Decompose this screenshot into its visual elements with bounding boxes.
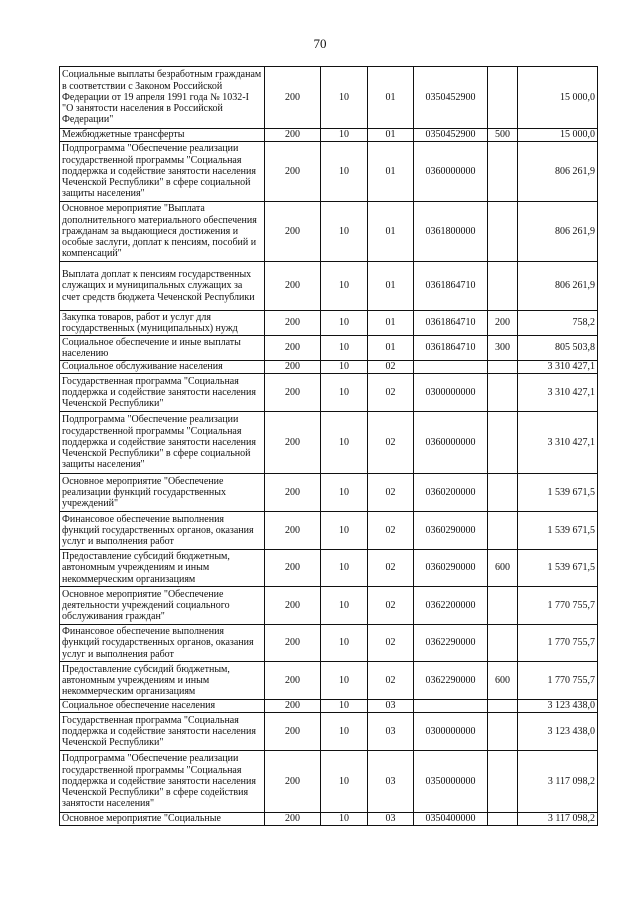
target-article-code (414, 361, 488, 374)
row-name: Предоставление субсидий бюджетным, автономным учреждениям и иным некоммерческим организациям (60, 662, 265, 700)
row-name: Подпрограмма "Обеспечение реализации государственной программы "Социальная поддержка и содействие занятости населения Чеченской Республики" в сфере социальной защиты населения" (60, 412, 265, 474)
table-row (60, 311, 598, 336)
table-row (60, 412, 598, 474)
expense-type-code: 200 (488, 311, 518, 336)
amount: 3 310 427,1 (518, 374, 598, 412)
section-code: 10 (321, 662, 368, 700)
target-article-code: 0350400000 (414, 813, 488, 826)
target-article-code: 0360000000 (414, 142, 488, 202)
row-name: Межбюджетные трансферты (60, 129, 265, 142)
target-article-code: 0362290000 (414, 625, 488, 662)
subsection-code: 02 (368, 361, 414, 374)
target-article-code: 0350452900 (414, 129, 488, 142)
expense-type-code (488, 262, 518, 311)
row-name: Основное мероприятие "Социальные (60, 813, 265, 826)
target-article-code: 0360200000 (414, 474, 488, 512)
table-row (60, 129, 598, 142)
section-code: 10 (321, 550, 368, 587)
section-code: 10 (321, 512, 368, 550)
subsection-code: 02 (368, 374, 414, 412)
amount: 1 770 755,7 (518, 662, 598, 700)
ministry-code: 200 (265, 374, 321, 412)
amount: 3 117 098,2 (518, 751, 598, 813)
table-row (60, 474, 598, 512)
table-row (60, 713, 598, 751)
subsection-code: 01 (368, 129, 414, 142)
section-code: 10 (321, 336, 368, 361)
expense-type-code: 300 (488, 336, 518, 361)
target-article-code: 0300000000 (414, 713, 488, 751)
table-row (60, 625, 598, 662)
section-code: 10 (321, 474, 368, 512)
ministry-code: 200 (265, 67, 321, 129)
ministry-code: 200 (265, 713, 321, 751)
ministry-code: 200 (265, 311, 321, 336)
amount: 1 770 755,7 (518, 587, 598, 625)
table-row (60, 813, 598, 826)
ministry-code: 200 (265, 129, 321, 142)
table-row (60, 512, 598, 550)
expense-type-code (488, 625, 518, 662)
row-name: Подпрограмма "Обеспечение реализации государственной программы "Социальная поддержка и содействие занятости населения Чеченской Республики" в сфере социальной защиты населения" (60, 142, 265, 202)
table-row (60, 202, 598, 262)
subsection-code: 02 (368, 474, 414, 512)
table-row (60, 700, 598, 713)
row-name: Социальное обеспечение и иные выплаты населению (60, 336, 265, 361)
row-name: Финансовое обеспечение выполнения функций государственных органов, оказания услуг и выполнения работ (60, 625, 265, 662)
subsection-code: 02 (368, 625, 414, 662)
subsection-code: 01 (368, 202, 414, 262)
expense-type-code (488, 361, 518, 374)
amount: 3 310 427,1 (518, 361, 598, 374)
table-row (60, 262, 598, 311)
target-article-code: 0361864710 (414, 336, 488, 361)
amount: 1 539 671,5 (518, 512, 598, 550)
subsection-code: 03 (368, 700, 414, 713)
row-name: Выплата доплат к пенсиям государственных служащих и муниципальных служащих за счет средств бюджета Чеченской Республики (60, 262, 265, 311)
row-name: Социальное обслуживание населения (60, 361, 265, 374)
expense-type-code (488, 202, 518, 262)
expense-type-code (488, 700, 518, 713)
section-code: 10 (321, 202, 368, 262)
section-code: 10 (321, 587, 368, 625)
ministry-code: 200 (265, 474, 321, 512)
amount: 15 000,0 (518, 129, 598, 142)
expense-type-code: 600 (488, 662, 518, 700)
amount: 3 117 098,2 (518, 813, 598, 826)
ministry-code: 200 (265, 587, 321, 625)
target-article-code: 0350452900 (414, 67, 488, 129)
expense-type-code (488, 374, 518, 412)
target-article-code: 0362290000 (414, 662, 488, 700)
table-row (60, 142, 598, 202)
expense-type-code (488, 67, 518, 129)
row-name: Государственная программа "Социальная поддержка и содействие занятости населения Чеченской Республики" (60, 374, 265, 412)
section-code: 10 (321, 374, 368, 412)
table-row (60, 336, 598, 361)
subsection-code: 01 (368, 262, 414, 311)
amount: 1 539 671,5 (518, 550, 598, 587)
row-name: Основное мероприятие "Выплата дополнительного материального обеспечения гражданам за выдающиеся достижения и особые заслуги, доплат к пенсиям, пособий и компенсаций" (60, 202, 265, 262)
target-article-code: 0360290000 (414, 550, 488, 587)
ministry-code: 200 (265, 662, 321, 700)
table-row (60, 751, 598, 813)
target-article-code: 0361800000 (414, 202, 488, 262)
section-code: 10 (321, 142, 368, 202)
target-article-code: 0362200000 (414, 587, 488, 625)
section-code: 10 (321, 700, 368, 713)
expense-type-code: 600 (488, 550, 518, 587)
amount: 3 123 438,0 (518, 700, 598, 713)
section-code: 10 (321, 813, 368, 826)
ministry-code: 200 (265, 262, 321, 311)
section-code: 10 (321, 412, 368, 474)
target-article-code (414, 700, 488, 713)
subsection-code: 02 (368, 412, 414, 474)
row-name: Подпрограмма "Обеспечение реализации государственной программы "Социальная поддержка и содействие занятости населения Чеченской Республики" в сфере содействия занятости населения" (60, 751, 265, 813)
subsection-code: 01 (368, 336, 414, 361)
section-code: 10 (321, 67, 368, 129)
target-article-code: 0361864710 (414, 262, 488, 311)
expense-type-code (488, 412, 518, 474)
expense-type-code (488, 751, 518, 813)
row-name: Социальное обеспечение населения (60, 700, 265, 713)
amount: 806 261,9 (518, 202, 598, 262)
subsection-code: 02 (368, 550, 414, 587)
row-name: Социальные выплаты безработным гражданам в соответствии с Законом Российской Федерации от 19 апреля 1991 года № 1032-I "О занятости населения в Российской Федерации" (60, 67, 265, 129)
ministry-code: 200 (265, 336, 321, 361)
subsection-code: 03 (368, 813, 414, 826)
row-name: Предоставление субсидий бюджетным, автономным учреждениям и иным некоммерческим организациям (60, 550, 265, 587)
table-row (60, 587, 598, 625)
section-code: 10 (321, 361, 368, 374)
table-row (60, 361, 598, 374)
section-code: 10 (321, 262, 368, 311)
amount: 805 503,8 (518, 336, 598, 361)
expense-type-code (488, 142, 518, 202)
ministry-code: 200 (265, 751, 321, 813)
ministry-code: 200 (265, 142, 321, 202)
ministry-code: 200 (265, 202, 321, 262)
expense-type-code (488, 587, 518, 625)
ministry-code: 200 (265, 813, 321, 826)
ministry-code: 200 (265, 700, 321, 713)
row-name: Закупка товаров, работ и услуг для государственных (муниципальных) нужд (60, 311, 265, 336)
ministry-code: 200 (265, 361, 321, 374)
subsection-code: 01 (368, 142, 414, 202)
subsection-code: 03 (368, 751, 414, 813)
table-row (60, 662, 598, 700)
amount: 806 261,9 (518, 142, 598, 202)
page-number: 70 (313, 36, 327, 51)
expense-type-code (488, 474, 518, 512)
ministry-code: 200 (265, 625, 321, 662)
target-article-code: 0300000000 (414, 374, 488, 412)
amount: 3 310 427,1 (518, 412, 598, 474)
row-name: Основное мероприятие "Обеспечение деятельности учреждений социального обслуживания граждан" (60, 587, 265, 625)
section-code: 10 (321, 129, 368, 142)
ministry-code: 200 (265, 550, 321, 587)
target-article-code: 0361864710 (414, 311, 488, 336)
target-article-code: 0360000000 (414, 412, 488, 474)
section-code: 10 (321, 625, 368, 662)
amount: 15 000,0 (518, 67, 598, 129)
section-code: 10 (321, 713, 368, 751)
amount: 806 261,9 (518, 262, 598, 311)
subsection-code: 02 (368, 662, 414, 700)
target-article-code: 0360290000 (414, 512, 488, 550)
section-code: 10 (321, 751, 368, 813)
target-article-code: 0350000000 (414, 751, 488, 813)
subsection-code: 01 (368, 67, 414, 129)
subsection-code: 02 (368, 587, 414, 625)
budget-table (59, 66, 598, 826)
row-name: Основное мероприятие "Обеспечение реализации функций государственных учреждений" (60, 474, 265, 512)
row-name: Финансовое обеспечение выполнения функций государственных органов, оказания услуг и выполнения работ (60, 512, 265, 550)
subsection-code: 03 (368, 713, 414, 751)
expense-type-code (488, 713, 518, 751)
amount: 758,2 (518, 311, 598, 336)
expense-type-code (488, 813, 518, 826)
expense-type-code (488, 512, 518, 550)
budget-table-body (60, 67, 598, 826)
subsection-code: 02 (368, 512, 414, 550)
table-row (60, 374, 598, 412)
ministry-code: 200 (265, 412, 321, 474)
section-code: 10 (321, 311, 368, 336)
amount: 3 123 438,0 (518, 713, 598, 751)
amount: 1 539 671,5 (518, 474, 598, 512)
subsection-code: 01 (368, 311, 414, 336)
ministry-code: 200 (265, 512, 321, 550)
expense-type-code: 500 (488, 129, 518, 142)
row-name: Государственная программа "Социальная поддержка и содействие занятости населения Чеченской Республики" (60, 713, 265, 751)
table-row (60, 67, 598, 129)
amount: 1 770 755,7 (518, 625, 598, 662)
table-row (60, 550, 598, 587)
